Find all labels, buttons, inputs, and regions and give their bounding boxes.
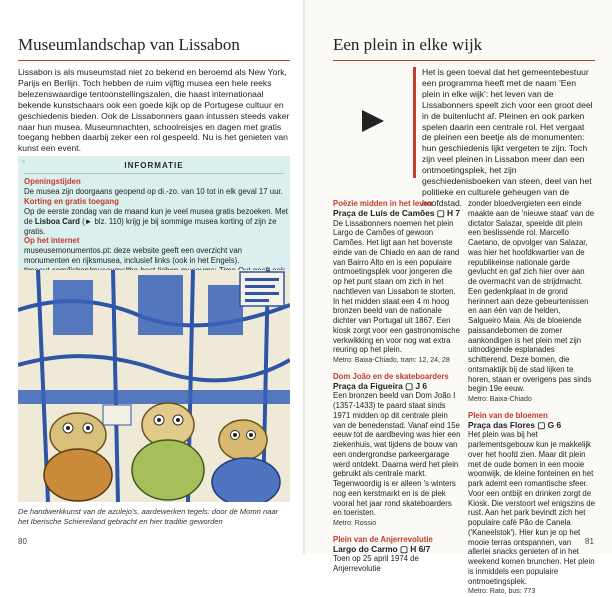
info-text-opening-hours: De musea zijn doorgaans geopend op di.-zo. van 10 tot in elk geval 17 uur. [24, 186, 283, 196]
place-carmo: Largo do Carmo ▢ H 6/7 [333, 543, 431, 554]
play-arrow-icon [360, 108, 386, 134]
info-text-discount-2: (► blz. 110) krijg je bij sommige musea korting of zijn ze gratis. [24, 216, 277, 236]
azulejo-image [18, 270, 290, 502]
azulejo-illustration [18, 270, 290, 502]
info-text-internet: museusemonumentos.pt: deze website geeft een overzicht van monumenten en rijksmusea, inclusief links (ook in het Engels). [24, 246, 243, 266]
column-1 [333, 199, 461, 574]
lisboa-card-link[interactable]: Lisboa Card [34, 216, 80, 226]
info-heading-opening-hours: Openingstijden [24, 177, 81, 186]
text-carmo-continued: zonder bloedvergieten een einde maakte aan de 'nieuwe staat' van de dictator Salazar, speelde dit plein een beslissende rol. Marcello Caetano, de opvolger van Salazar, was hier het hoofdkwartier van de republikeinse nationale garde gevlucht en gaf zich hier over aan de overmacht van de strijdmacht. Een gedenkplaat in de grond herinnert aan deze gebeurtenissen en aan één van de helden, Salgueiro Maia. Als de bloeiende paissandebomen de zomer aankondigen is het plein met zijn uitnodigende esplanades schitterend. Deze bomen, die ontsmaktijk bij de stad lijken te horen, staan er overigens pas sinds begin 19e eeuw. [468, 199, 595, 394]
page-number-right: 81 [585, 537, 594, 546]
info-heading-discount: Korting en gratis toegang [24, 196, 119, 206]
metro-figueira: Metro: Rossio [333, 520, 377, 527]
text-carmo: Toen op 25 april 1974 de Anjerrevolutie [333, 554, 419, 573]
place-figueira: Praça da Figueira ▢ J 6 [333, 380, 428, 391]
column-2 [468, 199, 595, 597]
page-number-left: 80 [18, 537, 27, 546]
image-caption: De handwerkkunst van de azulejo's, aardewerken tegels: door de Momn naar het Iberische Schiereiland gebracht en hier traditie geworden [18, 507, 279, 526]
section-heading-flowers: Plein van de bloemen [468, 410, 548, 420]
place-camoes: Praça de Luís de Camões ▢ H 7 [333, 207, 461, 218]
page-title-right: Een plein in elke wijk [333, 35, 483, 54]
title-rule-left [18, 60, 290, 61]
intro-paragraph-right: Het is geen toeval dat het gemeentebestuur een programma heeft met de naam 'Een plein in elke wijk': het leven van de Lissabonners speelt zich voor een groot deel in de buitenlucht af. Pleinen en ook parken spelen daarin een centrale rol. Het vergaat de pleinen een beetje als de monumenten: hun geschiedenis lijkt vergeten te zijn. Toch zijn veel pleinen in Lissabon meer dan een ontmoetingsplek, het zijn geschiedenisboeken van steen, deel van het politieke en culturele geheugen van de hoofdstad. [422, 67, 593, 208]
metro-carmo: Metro: Baixa-Chiado [468, 396, 532, 403]
metro-camoes: Metro: Baixa-Chiado, tram: 12, 24, 28 [333, 357, 450, 364]
section-heading-dom-joao: Dom João en de skateboarders [333, 371, 449, 381]
left-page [0, 0, 304, 554]
info-box-divider [24, 173, 284, 174]
info-box [18, 156, 290, 278]
intro-paragraph-left: Lissabon is als museumstad niet zo bekend en beroemd als New York, Parijs en Berlijn. Toch hebben de ruim vijftig musea een hele reeks belezenswaardige tentoonstellingszalen, die haast internationaal bekende kunstschaars ook een goede kijk op de Portugese cultuur en geschiedenis bieden. Ook de Lissabonners gaan intussen steeds vaker naar hun musea. Museumnachten, schoolreisjes en dagen met gratis toegang hebben daarbij zeker een rol gespeeld. Nu is het genieten van kunst een event. [18, 67, 290, 154]
section-heading-poetry: Poëzie midden in het leven [333, 199, 433, 208]
info-heading-internet: Op het internet [24, 236, 80, 246]
page-title-left: Museumlandschap van Lissabon [18, 35, 240, 54]
metro-flores: Metro: Rato, bus: 773 [468, 588, 536, 596]
info-text-discount-1: Op de eerste zondag van de maand kun je veel musea gratis bezoeken. Met de [24, 206, 288, 226]
title-rule-right [333, 60, 595, 61]
text-flores: Het plein was bij het parlementsgebouw kun je makkelijk over het hoofd zien. Maar dit plein met de oude bomen in een mooie woonwijk, de kleine fonteinen en het park ademt een romantische sfeer. Voor een ontbijt en drinken zorgt de Kiosk. Die verstoort wel enigszins de rust. Aan het park bevindt zich het populaire café Pão de Canela ('Kaneelstok'). Hier kun je op het mooie terras ontspannen, van allerlei snacks genieten of in het weekend komen brunchen. Het plein is inmiddels een populaire ontmoetingsplek. [468, 430, 595, 586]
place-flores: Praça das Flores ▢ G 6 [468, 419, 562, 430]
text-camoes: De Lissabonners noemen het plein Largo de Camões of gewoon Camões. Het ligt aan het bovenste einde van de Chiado en aan de rand van Bairro Alto en is een populaire ontmoetingsplek voor jongeren die op het punt staan om zich in het nachtleven van Lissabon te storten. In het midden staat een 4 m hoog bronzen beeld van de nationale dichter van Portugal uit 1867. Een kiosk zorgt voor een gastronomische verkwikking en voor nog wat extra reuring op het plein. [333, 218, 460, 355]
info-box-header: INFORMATIE [124, 161, 184, 170]
section-heading-carnation-revolution: Plein van de Anjerrevolutie [333, 534, 433, 544]
intro-accent-bar [413, 67, 416, 178]
text-figueira: Een bronzen beeld van Dom João I (1357-1433) te paard staat sinds 1971 midden op dit centrale plein van de benedenstad. Vanaf eind 15e eeuw tot de aardbeving was hier een ziekenhuis, wat tijdens de bouw van een ondergrondse parkeergarage werd ontdekt. Daarna werd het plein gebruikt als centrale markt. Tegenwoordig is er alleen 's winters nog een kerstmarkt en is de plek vooral het jaar rond skateboarders en toeristen. [333, 391, 461, 518]
